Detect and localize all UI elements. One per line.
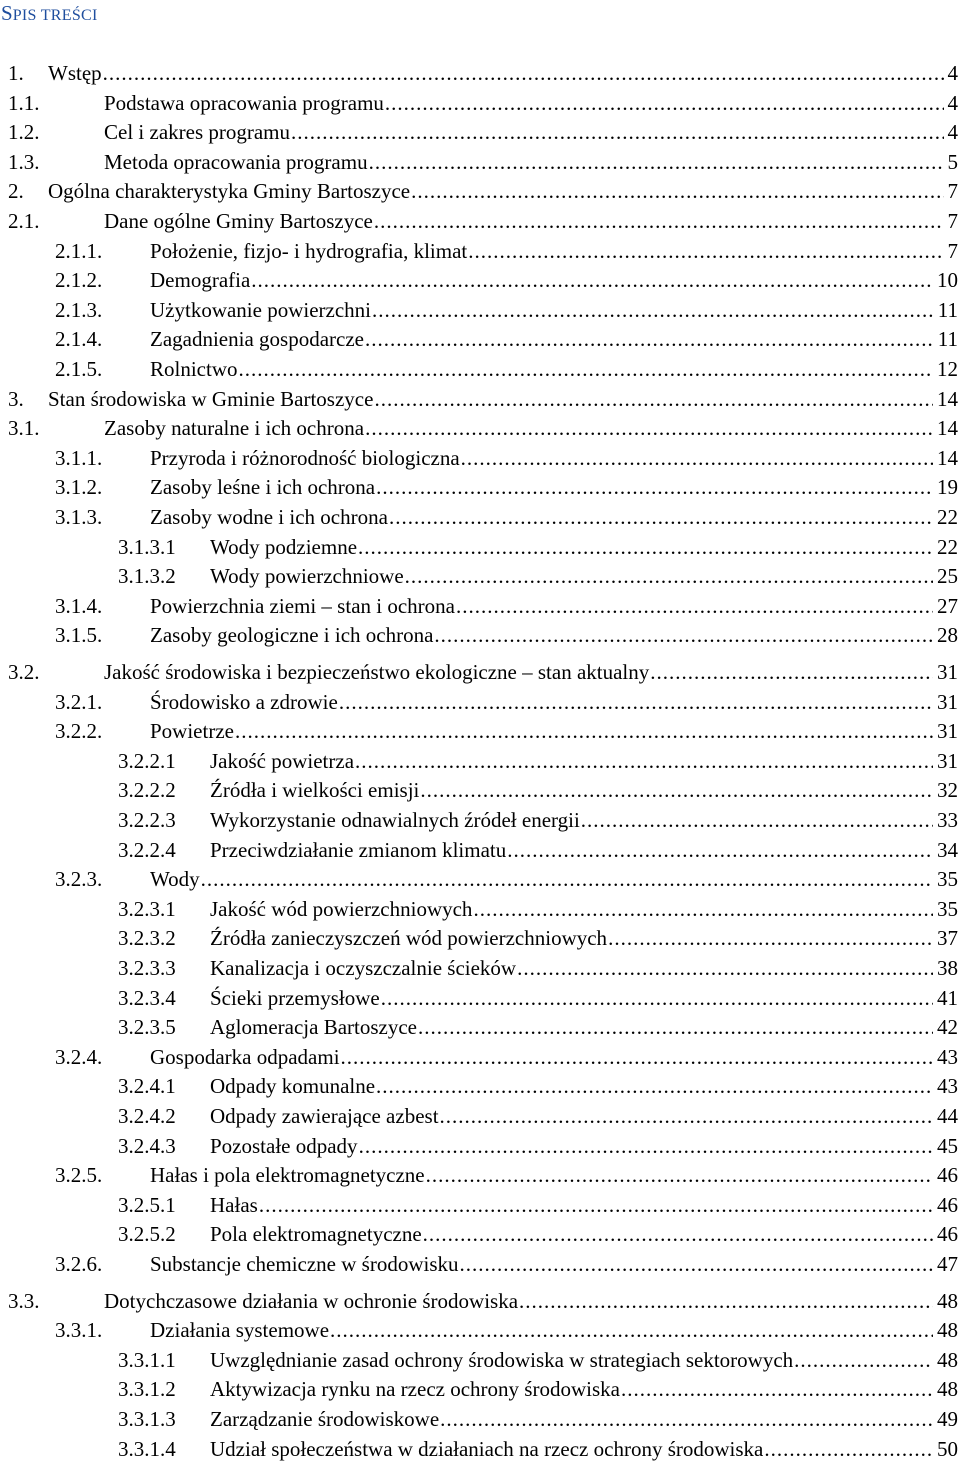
toc-entry-title: Położenie, fizjo- i hydrografia, klimat xyxy=(150,239,468,263)
toc-entry[interactable] xyxy=(8,56,958,85)
toc-entry-page: 31 xyxy=(937,719,958,743)
toc-entry-page: 14 xyxy=(937,416,958,440)
toc-entry-title: Rolnictwo xyxy=(150,357,238,381)
toc-entry[interactable] xyxy=(118,803,958,832)
toc-entry-page: 28 xyxy=(937,623,958,647)
toc-entry-number: 1.3. xyxy=(8,150,40,174)
toc-entry-title: Hałas i pola elektromagnetyczne xyxy=(150,1163,425,1187)
toc-entry[interactable] xyxy=(55,470,958,499)
toc-entry-title: Pozostałe odpady xyxy=(210,1134,358,1158)
toc-dot-leader xyxy=(389,505,933,529)
toc-entry-page: 45 xyxy=(937,1134,958,1158)
toc-dot-leader xyxy=(365,327,934,351)
toc-entry-page: 41 xyxy=(937,986,958,1010)
toc-entry-number: 1. xyxy=(8,61,24,85)
toc-dot-leader xyxy=(251,268,933,292)
toc-entry-number: 3.1.5. xyxy=(55,623,103,647)
toc-entry[interactable] xyxy=(55,322,958,351)
toc-entry-title: Działania systemowe xyxy=(150,1318,330,1342)
toc-entry[interactable] xyxy=(118,1217,958,1246)
toc-entry-number: 3.2.3.3 xyxy=(118,956,176,980)
toc-entry-number: 2.1.5. xyxy=(55,357,103,381)
toc-entry[interactable] xyxy=(55,1247,958,1276)
toc-entry[interactable] xyxy=(8,1284,958,1313)
toc-dot-leader xyxy=(372,298,934,322)
toc-entry-title: Zagadnienia gospodarcze xyxy=(150,327,364,351)
toc-entry-page: 35 xyxy=(937,897,958,921)
toc-entry[interactable] xyxy=(118,1372,958,1401)
toc-entry[interactable] xyxy=(118,951,958,980)
toc-entry-page: 48 xyxy=(937,1318,958,1342)
toc-entry-title: Ogólna charakterystyka Gminy Bartoszyce xyxy=(48,179,411,203)
toc-entry[interactable] xyxy=(55,1040,958,1069)
toc-entry-number: 3.1.3.1 xyxy=(118,535,176,559)
toc-dot-leader xyxy=(461,446,933,470)
toc-entry-number: 2.1.2. xyxy=(55,268,103,292)
toc-entry[interactable] xyxy=(55,589,958,618)
toc-entry-number: 2.1.1. xyxy=(55,239,103,263)
toc-entry[interactable] xyxy=(118,1188,958,1217)
toc-entry-page: 31 xyxy=(937,749,958,773)
toc-entry[interactable] xyxy=(118,1432,958,1461)
toc-entry-number: 3.2.5.1 xyxy=(118,1193,176,1217)
toc-dot-leader xyxy=(369,150,944,174)
toc-entry-title: Środowisko a zdrowie xyxy=(150,690,338,714)
toc-dot-leader xyxy=(339,690,933,714)
toc-entry-number: 3.3.1.1 xyxy=(118,1348,176,1372)
toc-dot-leader xyxy=(434,623,933,647)
toc-entry-page: 11 xyxy=(937,327,958,351)
toc-entry[interactable] xyxy=(118,1099,958,1128)
toc-entry-title: Przeciwdziałanie zmianom klimatu xyxy=(210,838,507,862)
toc-entry-number: 3.2.4.3 xyxy=(118,1134,176,1158)
toc-entry-number: 3.2.2.1 xyxy=(118,749,176,773)
toc-dot-leader xyxy=(440,1407,933,1431)
toc-entry[interactable] xyxy=(55,263,958,292)
toc-entry-number: 1.2. xyxy=(8,120,40,144)
toc-entry-title: Uwzględnianie zasad ochrony środowiska w strategiach sektorowych xyxy=(210,1348,794,1372)
toc-entry[interactable] xyxy=(118,921,958,950)
toc-entry-number: 3.3.1.2 xyxy=(118,1377,176,1401)
toc-dot-leader xyxy=(376,1074,933,1098)
toc-entry-page: 42 xyxy=(937,1015,958,1039)
toc-entry[interactable] xyxy=(55,1313,958,1342)
toc-entry[interactable] xyxy=(55,714,958,743)
toc-dot-leader xyxy=(794,1348,933,1372)
toc-entry-number: 3.2.1. xyxy=(55,690,103,714)
toc-entry-number: 2.1. xyxy=(8,209,40,233)
toc-entry-number: 3.2.4. xyxy=(55,1045,103,1069)
toc-dot-leader xyxy=(519,1289,933,1313)
toc-entry-number: 3.2. xyxy=(8,660,40,684)
toc-entry[interactable] xyxy=(118,559,958,588)
toc-entry-title: Zasoby geologiczne i ich ochrona xyxy=(150,623,434,647)
toc-entry-title: Wstęp xyxy=(48,61,102,85)
toc-entry-number: 3.1.4. xyxy=(55,594,103,618)
toc-entry-title: Stan środowiska w Gminie Bartoszyce xyxy=(48,387,374,411)
toc-entry-page: 14 xyxy=(937,446,958,470)
toc-entry[interactable] xyxy=(118,981,958,1010)
toc-entry-number: 3.2.4.1 xyxy=(118,1074,176,1098)
toc-dot-leader xyxy=(468,239,943,263)
toc-dot-leader xyxy=(374,387,933,411)
toc-entry-page: 4 xyxy=(947,61,958,85)
toc-entry-page: 46 xyxy=(937,1222,958,1246)
toc-entry-number: 3.2.6. xyxy=(55,1252,103,1276)
toc-dot-leader xyxy=(405,564,933,588)
toc-entry-page: 47 xyxy=(937,1252,958,1276)
toc-dot-leader xyxy=(259,1193,933,1217)
toc-heading-rest: PIS TREŚCI xyxy=(12,7,98,24)
toc-entry-page: 33 xyxy=(937,808,958,832)
toc-entry-page: 43 xyxy=(937,1045,958,1069)
toc-dot-leader xyxy=(374,209,944,233)
toc-entry[interactable] xyxy=(55,685,958,714)
toc-entry[interactable] xyxy=(118,744,958,773)
toc-entry-title: Zasoby wodne i ich ochrona xyxy=(150,505,388,529)
toc-entry-page: 10 xyxy=(937,268,958,292)
toc-entry-number: 3.2.3.2 xyxy=(118,926,176,950)
toc-dot-leader xyxy=(764,1437,933,1461)
toc-dot-leader xyxy=(411,179,943,203)
toc-entry-title: Wody podziemne xyxy=(210,535,358,559)
toc-heading-initial: S xyxy=(1,1,13,25)
toc-dot-leader xyxy=(418,1015,933,1039)
toc-entry[interactable] xyxy=(118,1129,958,1158)
toc-entry-title: Wody xyxy=(150,867,200,891)
toc-entry-title: Powierzchnia ziemi – stan i ochrona xyxy=(150,594,455,618)
toc-entry-title: Demografia xyxy=(150,268,251,292)
toc-entry[interactable] xyxy=(55,1158,958,1187)
toc-dot-leader xyxy=(581,808,933,832)
toc-entry-page: 50 xyxy=(937,1437,958,1461)
toc-entry-page: 48 xyxy=(937,1377,958,1401)
toc-entry-number: 3.3.1. xyxy=(55,1318,103,1342)
toc-entry[interactable] xyxy=(8,382,958,411)
toc-entry-title: Aglomeracja Bartoszyce xyxy=(210,1015,417,1039)
toc-entry[interactable] xyxy=(118,1343,958,1372)
toc-entry-number: 1.1. xyxy=(8,91,40,115)
toc-dot-leader xyxy=(239,357,934,381)
toc-entry-page: 4 xyxy=(947,91,958,115)
toc-entry-page: 19 xyxy=(937,475,958,499)
toc-entry-title: Podstawa opracowania programu xyxy=(104,91,384,115)
toc-entry-title: Użytkowanie powierzchni xyxy=(150,298,372,322)
toc-dot-leader xyxy=(608,926,933,950)
toc-entry[interactable] xyxy=(55,500,958,529)
toc-entry-page: 46 xyxy=(937,1163,958,1187)
toc-entry-page: 46 xyxy=(937,1193,958,1217)
toc-dot-leader xyxy=(201,867,933,891)
toc-entry-page: 32 xyxy=(937,778,958,802)
toc-entry[interactable] xyxy=(55,441,958,470)
toc-entry-title: Odpady zawierające azbest xyxy=(210,1104,439,1128)
toc-entry[interactable] xyxy=(8,655,958,684)
toc-entry-number: 3.2.3.4 xyxy=(118,986,176,1010)
toc-entry-title: Ścieki przemysłowe xyxy=(210,986,380,1010)
toc-entry-page: 22 xyxy=(937,505,958,529)
toc-entry-title: Kanalizacja i oczyszczalnie ścieków xyxy=(210,956,517,980)
toc-entry-page: 5 xyxy=(947,150,958,174)
toc-entry-title: Aktywizacja rynku na rzecz ochrony środowiska xyxy=(210,1377,620,1401)
toc-entry-number: 3.1.1. xyxy=(55,446,103,470)
toc-entry-title: Udział społeczeństwa w działaniach na rzecz ochrony środowiska xyxy=(210,1437,764,1461)
toc-entry-number: 2.1.4. xyxy=(55,327,103,351)
toc-entry-title: Źródła zanieczyszczeń wód powierzchniowych xyxy=(210,926,608,950)
toc-entry-page: 22 xyxy=(937,535,958,559)
toc-entry-title: Gospodarka odpadami xyxy=(150,1045,340,1069)
toc-entry[interactable] xyxy=(55,352,958,381)
toc-entry-number: 3.2.2. xyxy=(55,719,103,743)
toc-entry-page: 37 xyxy=(937,926,958,950)
toc-entry-title: Dane ogólne Gminy Bartoszyce xyxy=(104,209,373,233)
toc-entry-title: Przyroda i różnorodność biologiczna xyxy=(150,446,460,470)
toc-entry-page: 14 xyxy=(937,387,958,411)
toc-dot-leader xyxy=(376,475,933,499)
toc-dot-leader xyxy=(358,535,933,559)
toc-entry-page: 48 xyxy=(937,1289,958,1313)
toc-entry-title: Wody powierzchniowe xyxy=(210,564,404,588)
toc-entry-title: Zasoby leśne i ich ochrona xyxy=(150,475,376,499)
toc-entry-page: 25 xyxy=(937,564,958,588)
toc-entry[interactable] xyxy=(118,892,958,921)
toc-dot-leader xyxy=(507,838,933,862)
toc-entry-page: 35 xyxy=(937,867,958,891)
toc-entry-number: 3.2.5.2 xyxy=(118,1222,176,1246)
toc-entry-title: Jakość powietrza xyxy=(210,749,355,773)
toc-dot-leader xyxy=(365,416,933,440)
toc-entry-page: 31 xyxy=(937,690,958,714)
toc-entry-number: 3.3. xyxy=(8,1289,40,1313)
toc-entry-number: 2. xyxy=(8,179,24,203)
toc-dot-leader xyxy=(359,1134,933,1158)
toc-entry[interactable] xyxy=(8,204,958,233)
toc-dot-leader xyxy=(341,1045,933,1069)
toc-entry-number: 3.1.3.2 xyxy=(118,564,176,588)
toc-entry-page: 11 xyxy=(937,298,958,322)
toc-entry-page: 43 xyxy=(937,1074,958,1098)
toc-entry-number: 3.2.3.5 xyxy=(118,1015,176,1039)
toc-entry[interactable] xyxy=(118,1069,958,1098)
toc-entry-title: Jakość środowiska i bezpieczeństwo ekologiczne – stan aktualny xyxy=(104,660,650,684)
toc-entry-number: 3.2.2.4 xyxy=(118,838,176,862)
toc-entry[interactable] xyxy=(8,411,958,440)
toc-entry-title: Odpady komunalne xyxy=(210,1074,376,1098)
toc-dot-leader xyxy=(103,61,944,85)
toc-entry-title: Pola elektromagnetyczne xyxy=(210,1222,422,1246)
toc-entry-page: 49 xyxy=(937,1407,958,1431)
toc-entry-number: 3.1. xyxy=(8,416,40,440)
toc-entry-title: Dotychczasowe działania w ochronie środowiska xyxy=(104,1289,519,1313)
toc-entry[interactable] xyxy=(8,145,958,174)
toc-dot-leader xyxy=(423,1222,933,1246)
toc-entry-page: 44 xyxy=(937,1104,958,1128)
toc-dot-leader xyxy=(473,897,933,921)
toc-dot-leader xyxy=(650,660,933,684)
toc-entry-page: 12 xyxy=(937,357,958,381)
toc-entry-title: Powietrze xyxy=(150,719,234,743)
toc-entry-number: 3.2.2.2 xyxy=(118,778,176,802)
toc-entry-number: 3.2.2.3 xyxy=(118,808,176,832)
toc-entry-page: 38 xyxy=(937,956,958,980)
toc-entry[interactable] xyxy=(55,293,958,322)
toc-entry-number: 3.2.5. xyxy=(55,1163,103,1187)
toc-entry[interactable] xyxy=(8,115,958,144)
toc-entry-number: 3.3.1.4 xyxy=(118,1437,176,1461)
toc-entry[interactable] xyxy=(118,773,958,802)
toc-entry-number: 3.1.3. xyxy=(55,505,103,529)
toc-dot-leader xyxy=(420,778,933,802)
toc-entry[interactable] xyxy=(118,833,958,862)
toc-entry-title: Wykorzystanie odnawialnych źródeł energii xyxy=(210,808,580,832)
toc-entry-title: Cel i zakres programu xyxy=(104,120,291,144)
toc-entry-page: 31 xyxy=(937,660,958,684)
toc-entry[interactable] xyxy=(8,174,958,203)
toc-entry-page: 34 xyxy=(937,838,958,862)
toc-entry-title: Substancje chemiczne w środowisku xyxy=(150,1252,459,1276)
toc-dot-leader xyxy=(440,1104,933,1128)
toc-dot-leader xyxy=(517,956,933,980)
toc-dot-leader xyxy=(381,986,933,1010)
toc-entry-title: Jakość wód powierzchniowych xyxy=(210,897,473,921)
toc-dot-leader xyxy=(456,594,933,618)
toc-entry-number: 3.2.3.1 xyxy=(118,897,176,921)
toc-dot-leader xyxy=(291,120,943,144)
toc-entry[interactable] xyxy=(8,86,958,115)
toc-entry-number: 3.3.1.3 xyxy=(118,1407,176,1431)
toc-entry-page: 7 xyxy=(947,239,958,263)
toc-dot-leader xyxy=(621,1377,933,1401)
toc-entry-number: 3.2.4.2 xyxy=(118,1104,176,1128)
toc-entry-page: 7 xyxy=(947,209,958,233)
toc-entry-title: Zarządzanie środowiskowe xyxy=(210,1407,440,1431)
toc-dot-leader xyxy=(330,1318,933,1342)
toc-entry-number: 2.1.3. xyxy=(55,298,103,322)
toc-entry-page: 48 xyxy=(937,1348,958,1372)
toc-entry[interactable] xyxy=(55,862,958,891)
toc-entry-title: Zasoby naturalne i ich ochrona xyxy=(104,416,365,440)
toc-dot-leader xyxy=(460,1252,933,1276)
toc-entry-number: 3.1.2. xyxy=(55,475,103,499)
toc-entry-page: 27 xyxy=(937,594,958,618)
toc-dot-leader xyxy=(235,719,933,743)
toc-dot-leader xyxy=(355,749,933,773)
toc-entry[interactable] xyxy=(118,530,958,559)
toc-entry-title: Źródła i wielkości emisji xyxy=(210,778,420,802)
toc-entry-page: 4 xyxy=(947,120,958,144)
toc-dot-leader xyxy=(385,91,944,115)
toc-entry-number: 3.2.3. xyxy=(55,867,103,891)
toc-dot-leader xyxy=(426,1163,933,1187)
toc-entry[interactable] xyxy=(118,1010,958,1039)
toc-entry-number: 3. xyxy=(8,387,24,411)
toc-entry[interactable] xyxy=(55,234,958,263)
toc-entry-title: Hałas xyxy=(210,1193,258,1217)
toc-entry[interactable] xyxy=(118,1402,958,1431)
toc-entry[interactable] xyxy=(55,618,958,647)
toc-entry-page: 7 xyxy=(947,179,958,203)
toc-entry-title: Metoda opracowania programu xyxy=(104,150,368,174)
